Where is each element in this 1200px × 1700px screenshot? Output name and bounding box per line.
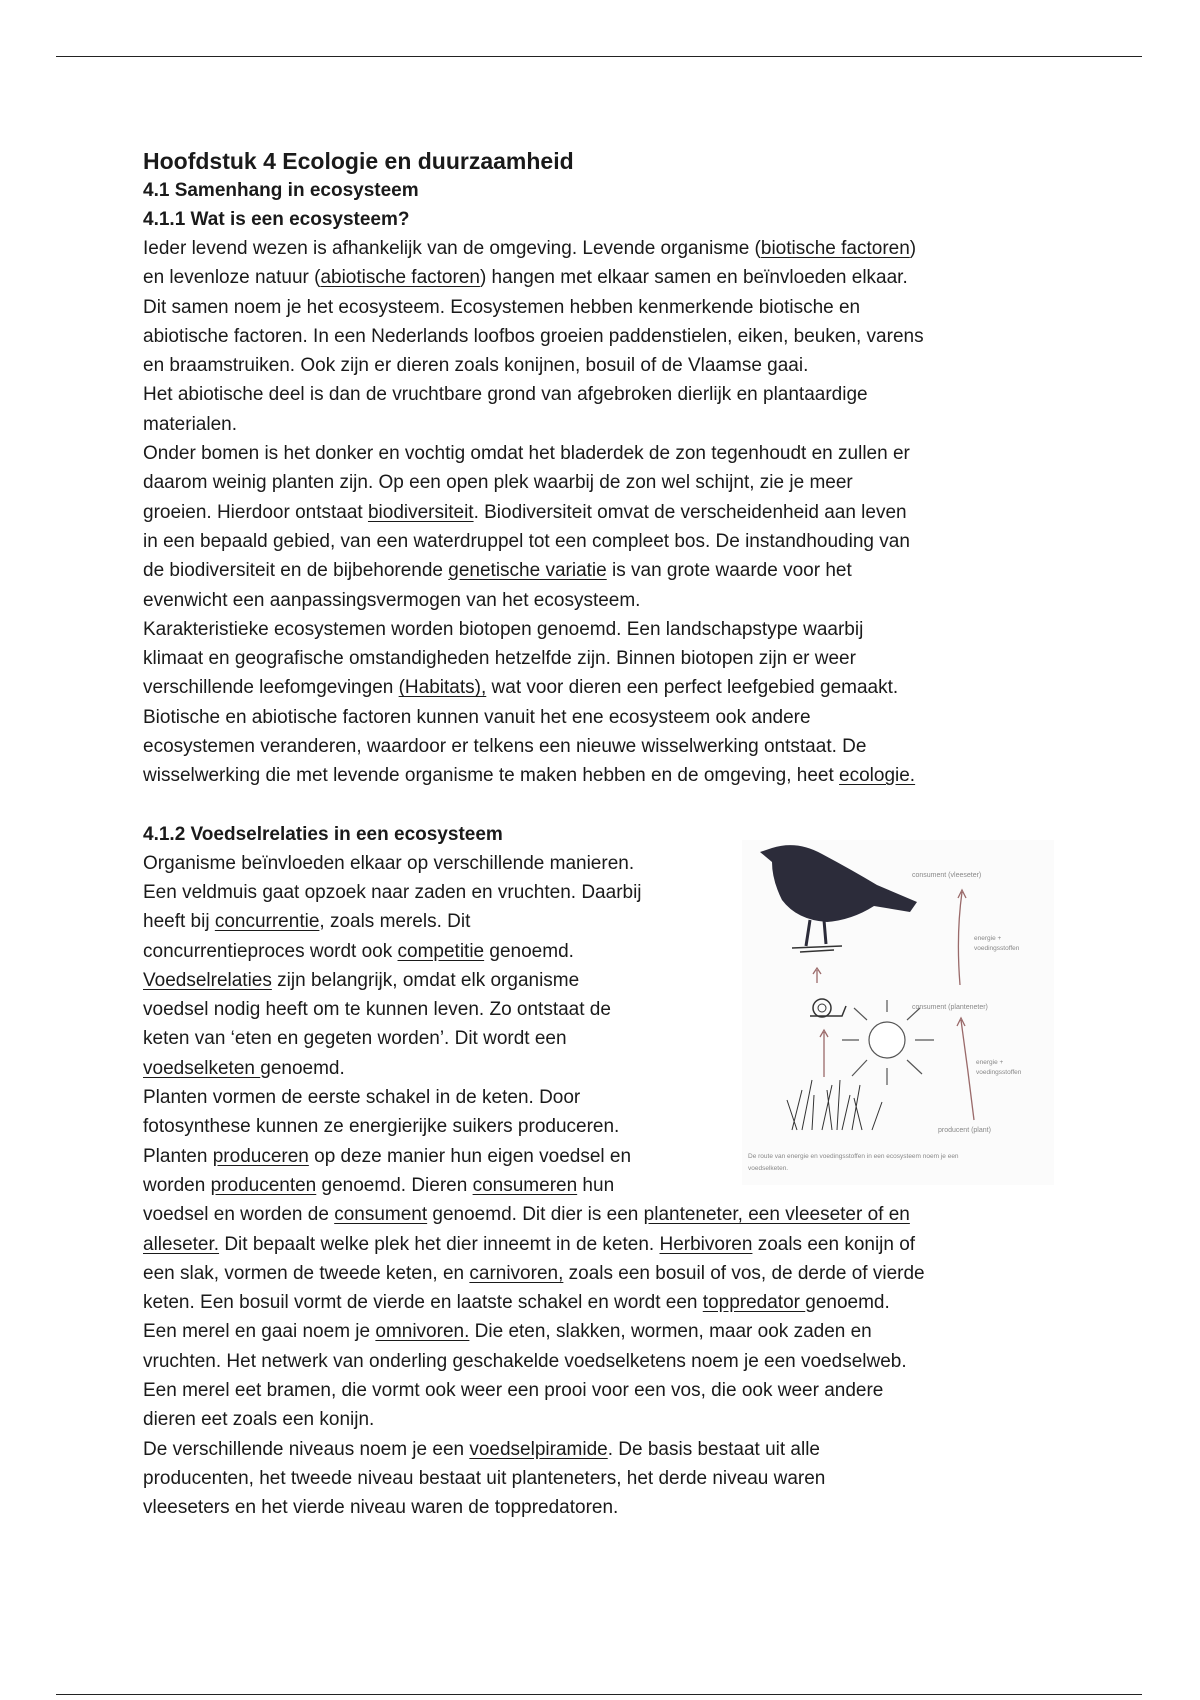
text-segment: zijn belangrijk, omdat elk organisme — [271, 969, 580, 991]
underlined-term: voedselketen — [143, 1057, 261, 1079]
underlined-term: toppredator — [702, 1292, 806, 1314]
underlined-term: biotische factoren — [760, 238, 910, 259]
text-segment: Karakteristieke ecosystemen worden biotopen genoemd. Een landschapstype waarbij — [143, 618, 864, 640]
text-segment: ) hangen met elkaar samen en beïnvloeden elkaar. — [479, 267, 908, 289]
text-line — [143, 410, 1063, 439]
text-segment: genoemd. Dieren — [316, 1174, 473, 1196]
paragraph-ecosysteem — [143, 234, 1063, 791]
text-segment: wisselwerking die met levende organisme te maken hebben en de omgeving, heet — [143, 765, 840, 787]
text-line — [143, 380, 1063, 409]
underlined-term: Herbivoren — [659, 1233, 753, 1255]
text-segment: Onder bomen is het donker en vochtig omdat het bladerdek de zon tegenhoudt en zullen er — [143, 443, 910, 465]
text-segment: vleeseters en het vierde niveau waren de toppredatoren. — [143, 1497, 619, 1519]
text-segment: evenwicht een aanpassingsvermogen van het ecosysteem. — [143, 589, 641, 611]
text-line — [143, 351, 1063, 380]
text-line — [143, 1405, 1063, 1434]
figure-caption-2: voedselketen. — [748, 1165, 789, 1172]
text-segment: worden — [143, 1174, 211, 1196]
text-segment: . De basis bestaat uit alle — [607, 1438, 821, 1460]
underlined-term: carnivoren, — [469, 1262, 564, 1284]
text-segment: producenten, het tweede niveau bestaat uit planteneters, het derde niveau waren — [143, 1467, 826, 1489]
text-segment: De verschillende niveaus noem je een — [143, 1438, 470, 1460]
text-segment: Biotische en abiotische factoren kunnen vanuit het ene ecosysteem ook andere — [143, 706, 811, 728]
text-line — [143, 673, 1063, 702]
text-line — [143, 527, 1063, 556]
bottom-rule — [56, 1694, 1142, 1695]
text-segment: heeft bij — [143, 911, 215, 933]
underlined-term: concurrentie — [214, 911, 320, 933]
text-segment: zoals een bosuil of vos, de derde of vierde — [563, 1262, 925, 1284]
underlined-term: consumeren — [472, 1174, 578, 1196]
text-line — [143, 1230, 1063, 1259]
text-segment: voedsel en worden de — [143, 1204, 335, 1226]
text-segment: genoemd. — [484, 940, 574, 962]
underlined-term: alleseter. — [143, 1233, 220, 1255]
text-segment: groeien. Hierdoor ontstaat — [143, 501, 368, 523]
text-segment: . Biodiversiteit omvat de verscheidenheid aan leven — [473, 501, 907, 523]
underlined-term: Voedselrelaties — [143, 969, 272, 991]
text-segment: Een veldmuis gaat opzoek naar zaden en vruchten. Daarbij — [143, 881, 642, 903]
underlined-term: omnivoren. — [375, 1321, 470, 1343]
text-segment: daarom weinig planten zijn. Op een open plek waarbij de zon wel schijnt, zie je meer — [143, 472, 853, 494]
text-line — [143, 1376, 1063, 1405]
text-segment: en braamstruiken. Ook zijn er dieren zoals konijnen, bosuil of de Vlaamse gaai. — [143, 355, 809, 377]
text-segment: Die eten, slakken, wormen, maar ook zaden en — [469, 1321, 872, 1343]
text-line — [143, 703, 1063, 732]
text-segment: Dit bepaalt welke plek het dier inneemt in de keten. — [219, 1233, 660, 1255]
text-segment: keten van ‘eten en gegeten worden’. Dit wordt een — [143, 1028, 567, 1050]
top-rule — [56, 56, 1142, 57]
label-consumer-carnivore: consument (vleeseter) — [912, 872, 982, 879]
text-line — [143, 1493, 1063, 1522]
section-heading: 4.1 Samenhang in ecosysteem — [143, 180, 419, 201]
text-segment: dieren eet zoals een konijn. — [143, 1409, 375, 1431]
text-segment: verschillende leefomgevingen — [143, 677, 399, 699]
text-line — [143, 234, 1063, 263]
text-segment: abiotische factoren. In een Nederlands loofbos groeien paddenstielen, eiken, beuken, varens — [143, 325, 924, 347]
text-line — [143, 1435, 1063, 1464]
text-segment: wat voor dieren een perfect leefgebied gemaakt. — [486, 677, 899, 699]
text-line — [143, 1259, 1063, 1288]
text-line — [143, 1347, 1063, 1376]
text-segment: genoemd. — [260, 1057, 345, 1079]
text-segment: Dit samen noem je het ecosysteem. Ecosystemen hebben kenmerkende biotische en — [143, 296, 861, 318]
text-segment: ecosystemen veranderen, waardoor er telkens een nieuwe wisselwerking ontstaat. De — [143, 736, 867, 758]
text-segment: Planten vormen de eerste schakel in de keten. Door — [143, 1087, 581, 1109]
text-line — [143, 615, 1063, 644]
text-segment: keten. Een bosuil vormt de vierde en laatste schakel en wordt een — [143, 1292, 703, 1314]
underlined-term: planteneter, een vleeseter of en — [643, 1204, 910, 1226]
text-segment: vruchten. Het netwerk van onderling geschakelde voedselketens noem je een voedselweb. — [143, 1350, 907, 1372]
underlined-term: consument — [334, 1204, 428, 1226]
underlined-term: (Habitats), — [398, 677, 487, 699]
label-energy-1b: voedingsstoffen — [974, 945, 1020, 952]
text-segment: zoals een konijn of — [752, 1233, 916, 1255]
underlined-term: voedselpiramide — [469, 1438, 608, 1460]
text-line — [143, 1464, 1063, 1493]
subsection-heading-voedselrelaties: 4.1.2 Voedselrelaties in een ecosysteem — [143, 823, 503, 845]
text-segment: Een merel eet bramen, die vormt ook weer een prooi voor een vos, die ook weer andere — [143, 1379, 884, 1401]
text-line — [143, 1200, 1063, 1229]
label-energy-2b: voedingsstoffen — [976, 1069, 1022, 1076]
text-segment: fotosynthese kunnen ze energierijke suikers produceren. — [143, 1116, 620, 1138]
text-segment: Ieder levend wezen is afhankelijk van de omgeving. Levende organisme ( — [143, 238, 761, 259]
underlined-term: genetische variatie — [448, 560, 607, 582]
underlined-term: biodiversiteit — [367, 501, 474, 523]
underlined-term: producenten — [210, 1174, 317, 1196]
text-segment: hun — [577, 1174, 615, 1196]
underlined-term: produceren — [212, 1145, 309, 1167]
text-line — [143, 1288, 1063, 1317]
text-line — [143, 468, 1063, 497]
text-segment: Het abiotische deel is dan de vruchtbare grond van afgebroken dierlijk en plantaardige — [143, 384, 868, 406]
text-line — [143, 732, 1063, 761]
text-line — [143, 556, 1063, 585]
text-segment: op deze manier hun eigen voedsel en — [308, 1145, 632, 1167]
label-producer: producent (plant) — [938, 1127, 991, 1134]
text-segment: ) — [909, 238, 917, 259]
text-segment: en levenloze natuur ( — [143, 267, 321, 289]
text-segment: klimaat en geografische omstandigheden hetzelfde zijn. Binnen biotopen zijn er weer — [143, 648, 856, 670]
text-segment: materialen. — [143, 413, 237, 435]
underlined-term: competitie — [397, 940, 485, 962]
figure-caption-1: De route van energie en voedingsstoffen in een ecosysteem noem je een — [748, 1153, 959, 1160]
subsection-heading-ecosysteem: 4.1.1 Wat is een ecosysteem? — [143, 209, 410, 230]
label-consumer-herbivore: consument (planteneter) — [912, 1004, 988, 1011]
food-chain-figure — [742, 840, 1054, 1185]
text-line — [143, 293, 1063, 322]
text-segment: genoemd. — [805, 1292, 890, 1314]
document-body — [143, 146, 1063, 1522]
text-segment: een slak, vormen de tweede keten, en — [143, 1262, 470, 1284]
text-segment: Organisme beïnvloeden elkaar op verschillende manieren. — [143, 852, 635, 874]
text-line — [143, 1317, 1063, 1346]
text-segment: is van grote waarde voor het — [606, 560, 852, 582]
chapter-title: Hoofdstuk 4 Ecologie en duurzaamheid — [143, 148, 574, 174]
text-segment: de biodiversiteit en de bijbehorende — [143, 560, 449, 582]
text-segment: voedsel nodig heeft om te kunnen leven. Zo ontstaat de — [143, 999, 611, 1021]
text-line — [143, 263, 1063, 292]
label-energy-1a: energie + — [974, 935, 1002, 942]
text-segment: , zoals merels. Dit — [319, 911, 471, 933]
text-segment: concurrentieproces wordt ook — [143, 940, 398, 962]
text-segment: in een bepaald gebied, van een waterdruppel tot een compleet bos. De instandhouding van — [143, 530, 910, 552]
text-line — [143, 498, 1063, 527]
text-line — [143, 439, 1063, 468]
text-line — [143, 761, 1063, 790]
text-line — [143, 586, 1063, 615]
text-segment: Een merel en gaai noem je — [143, 1321, 376, 1343]
text-segment: Planten — [143, 1145, 213, 1167]
text-line — [143, 322, 1063, 351]
text-line — [143, 644, 1063, 673]
label-energy-2a: energie + — [976, 1059, 1004, 1066]
underlined-term: ecologie. — [839, 765, 916, 787]
underlined-term: abiotische factoren — [320, 267, 480, 289]
text-segment: genoemd. Dit dier is een — [427, 1204, 644, 1226]
